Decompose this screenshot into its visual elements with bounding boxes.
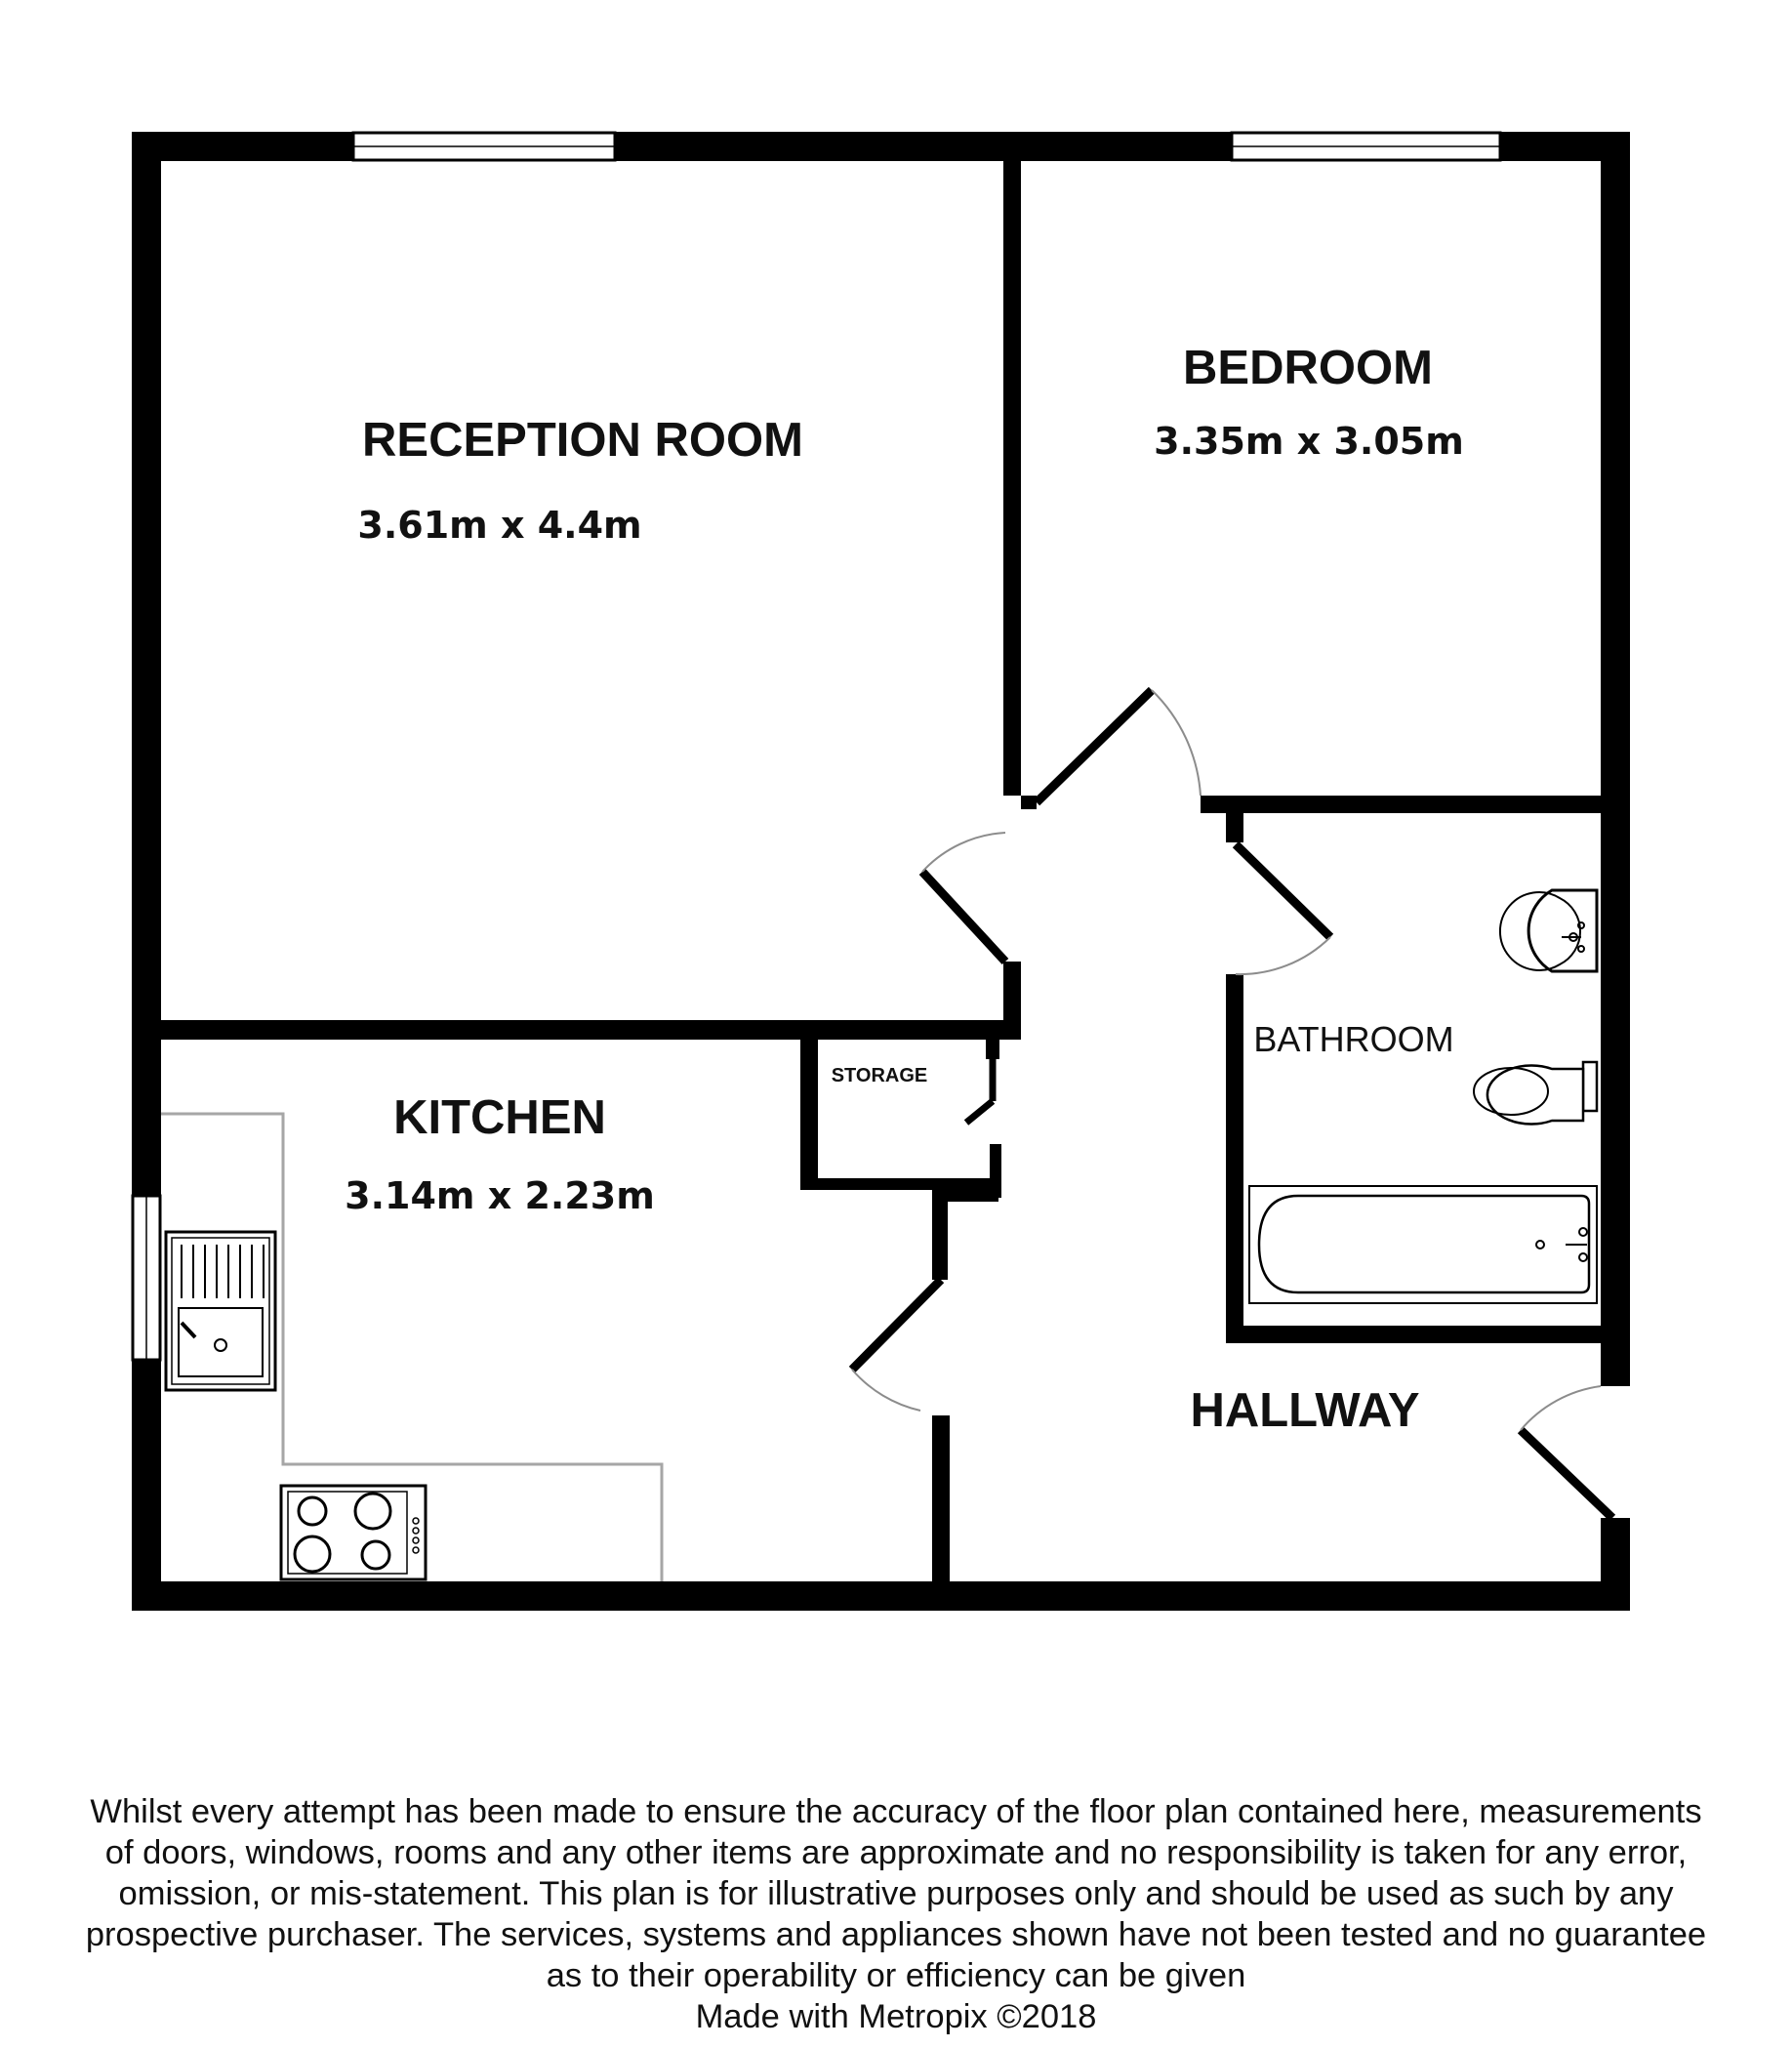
- basin-icon: [1500, 890, 1597, 971]
- kitchen-name: KITCHEN: [393, 1091, 606, 1144]
- door-entrance: [1521, 1386, 1612, 1518]
- door-storage: [966, 1059, 993, 1123]
- bathroom-name: BATHROOM: [1253, 1019, 1454, 1059]
- storage-name: STORAGE: [831, 1065, 928, 1086]
- door-reception: [922, 833, 1005, 962]
- credit-line: Made with Metropix ©2018: [695, 1998, 1097, 2035]
- reception-room-name: RECEPTION ROOM: [362, 414, 803, 467]
- disclaimer-line: omission, or mis-statement. This plan is for illustrative purposes only and should be used as such by any: [118, 1875, 1674, 1912]
- disclaimer-line: Whilst every attempt has been made to ensure the accuracy of the floor plan contained here, measurements: [90, 1793, 1702, 1830]
- window-reception: [353, 133, 615, 160]
- door-bedroom: [1037, 690, 1201, 802]
- bedroom-dimensions: 3.35m x 3.05m: [1154, 420, 1464, 463]
- window-bedroom: [1232, 133, 1500, 160]
- bedroom-name: BEDROOM: [1183, 342, 1433, 394]
- disclaimer-line: prospective purchaser. The services, systems and appliances shown have not been tested and no guarantee: [85, 1916, 1707, 1953]
- disclaimer-line: as to their operability or efficiency can be given: [546, 1957, 1246, 1994]
- reception-room-dimensions: 3.61m x 4.4m: [357, 504, 642, 547]
- disclaimer-line: of doors, windows, rooms and any other items are approximate and no responsibility is taken for any error,: [104, 1834, 1688, 1871]
- door-bathroom: [1236, 844, 1330, 974]
- sink-icon: [166, 1232, 275, 1390]
- bath-icon: [1249, 1186, 1597, 1303]
- door-kitchen: [852, 1280, 941, 1411]
- kitchen-dimensions: 3.14m x 2.23m: [345, 1174, 655, 1217]
- hob-icon: [281, 1486, 426, 1579]
- toilet-icon: [1474, 1062, 1597, 1124]
- window-kitchen: [133, 1196, 160, 1360]
- hallway-name: HALLWAY: [1190, 1384, 1420, 1437]
- disclaimer: [20, 1791, 1772, 2037]
